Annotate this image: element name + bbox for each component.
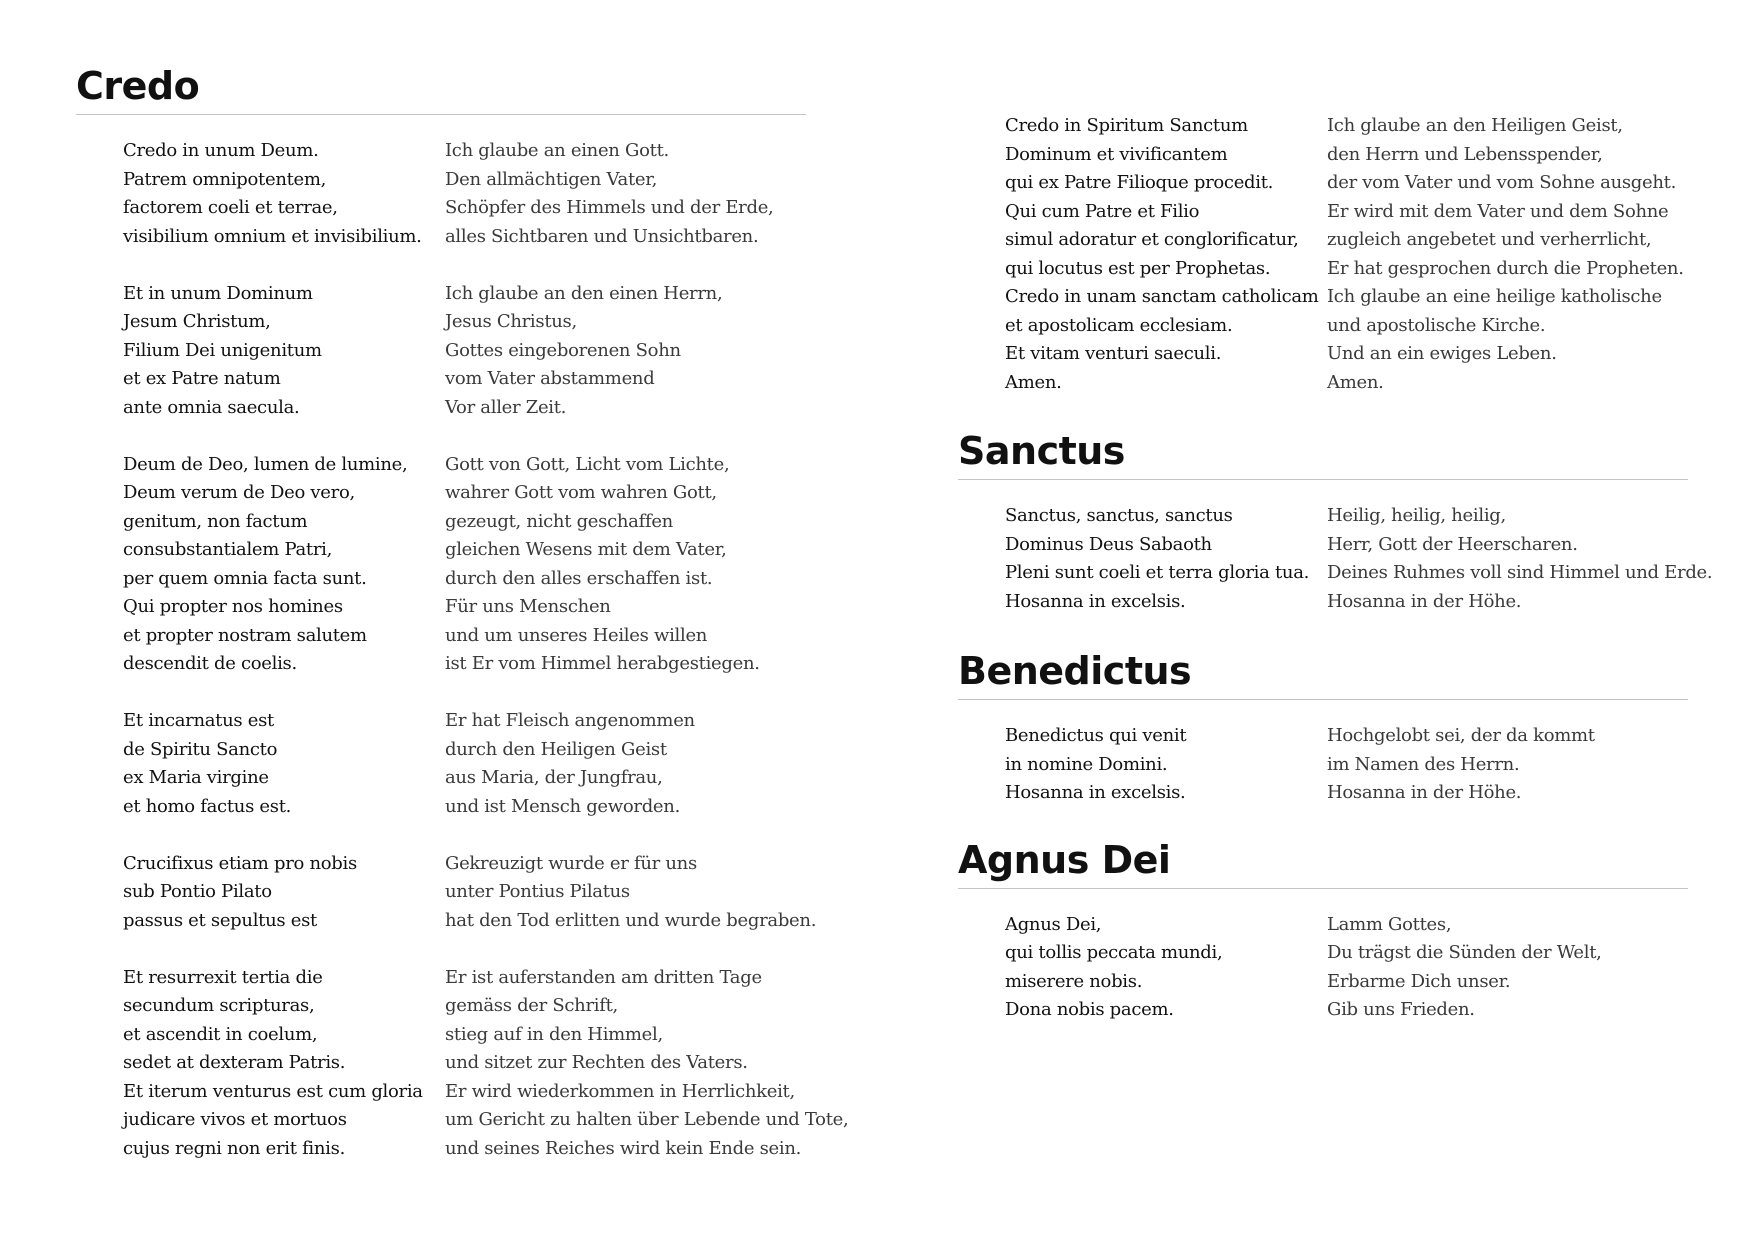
verse-line xyxy=(123,1106,849,1135)
latin-text: Qui cum Patre et Filio xyxy=(1005,200,1200,222)
verse-line xyxy=(123,1135,806,1164)
verse-line xyxy=(1005,226,1710,255)
verse-line xyxy=(1005,169,1710,198)
verse-line xyxy=(123,194,806,223)
section-title-agnus-dei: Agnus Dei xyxy=(958,836,1688,889)
latin-text: Hosanna in excelsis. xyxy=(1005,590,1186,612)
german-translation: Den allmächtigen Vater, xyxy=(445,168,658,190)
german-translation: Jesus Christus, xyxy=(445,311,577,332)
latin-text: Hosanna in excelsis. xyxy=(1005,782,1186,803)
verse-line xyxy=(123,308,806,337)
german-translation: Er wird mit dem Vater und dem Sohne xyxy=(1327,200,1669,222)
verse-line xyxy=(1005,559,1713,588)
german-translation: Gib uns Frieden. xyxy=(1327,999,1475,1020)
section-benedictus xyxy=(958,647,1710,808)
verse-line xyxy=(123,137,806,166)
german-translation: und ist Mensch geworden. xyxy=(445,795,681,817)
latin-text: miserere nobis. xyxy=(1005,970,1143,992)
latin-text: cujus regni non erit finis. xyxy=(123,1137,345,1159)
verse-line xyxy=(123,736,806,765)
verse-line xyxy=(123,878,806,907)
verse-line xyxy=(123,964,806,993)
stanza xyxy=(123,280,806,423)
latin-text: Jesum Christum, xyxy=(123,311,271,332)
german-translation: Ich glaube an den Heiligen Geist, xyxy=(1327,115,1623,136)
verse-line xyxy=(123,992,806,1021)
german-translation: unter Pontius Pilatus xyxy=(445,881,630,902)
german-translation: Und an ein ewiges Leben. xyxy=(1327,343,1557,364)
latin-text: Patrem omnipotentem, xyxy=(123,168,327,190)
stanza xyxy=(1005,502,1713,616)
german-translation: Hosanna in der Höhe. xyxy=(1327,590,1522,612)
latin-text: in nomine Domini. xyxy=(1005,753,1168,775)
german-translation: und seines Reiches wird kein Ende sein. xyxy=(445,1137,802,1159)
verse-line xyxy=(1005,255,1710,284)
latin-text: consubstantialem Patri, xyxy=(123,539,333,560)
stanza xyxy=(1005,911,1710,1025)
german-translation: durch den Heiligen Geist xyxy=(445,738,667,760)
latin-text: Deum verum de Deo vero, xyxy=(123,482,355,503)
latin-text: Et in unum Dominum xyxy=(123,282,313,304)
latin-text: sedet at dexteram Patris. xyxy=(123,1052,346,1073)
verse-line xyxy=(1005,141,1710,170)
stanza xyxy=(123,137,806,251)
latin-text: secundum scripturas, xyxy=(123,995,315,1016)
stanza xyxy=(1005,722,1710,808)
verse-line xyxy=(1005,751,1710,780)
german-translation: Er hat gesprochen durch die Propheten. xyxy=(1327,257,1684,279)
verse-line xyxy=(123,1049,806,1078)
verse-line xyxy=(1005,996,1710,1025)
verse-line xyxy=(1005,312,1710,341)
stanza xyxy=(1005,112,1710,397)
latin-text: simul adoratur et conglorificatur, xyxy=(1005,229,1299,250)
verse-line xyxy=(123,565,806,594)
section-agnus-dei xyxy=(958,836,1710,1025)
german-translation: gezeugt, nicht geschaffen xyxy=(445,510,673,532)
german-translation: Er hat Fleisch angenommen xyxy=(445,710,695,731)
verse-line xyxy=(123,793,806,822)
latin-text: Crucifixus etiam pro nobis xyxy=(123,852,357,874)
verse-line xyxy=(123,850,806,879)
latin-text: de Spiritu Sancto xyxy=(123,738,278,760)
latin-text: sub Pontio Pilato xyxy=(123,881,272,902)
verse-block-sanctus xyxy=(958,502,1713,616)
verse-line xyxy=(1005,112,1710,141)
verse-line xyxy=(1005,968,1710,997)
german-translation: Amen. xyxy=(1327,371,1384,393)
latin-text: qui ex Patre Filioque procedit. xyxy=(1005,172,1274,193)
verse-line xyxy=(1005,283,1710,312)
latin-text: qui locutus est per Prophetas. xyxy=(1005,257,1271,279)
verse-line xyxy=(123,764,806,793)
latin-text: Filium Dei unigenitum xyxy=(123,339,322,361)
stanza xyxy=(123,850,817,936)
verse-line xyxy=(1005,502,1710,531)
german-translation: aus Maria, der Jungfrau, xyxy=(445,767,663,788)
latin-text: Qui propter nos homines xyxy=(123,596,343,617)
german-translation: Für uns Menschen xyxy=(445,596,611,617)
latin-text: Dominum et vivificantem xyxy=(1005,143,1228,165)
verse-line xyxy=(1005,198,1710,227)
verse-line xyxy=(123,337,806,366)
german-translation: Deines Ruhmes voll sind Himmel und Erde. xyxy=(1327,562,1713,583)
section-credo xyxy=(76,62,849,1163)
latin-text: factorem coeli et terrae, xyxy=(123,197,338,218)
german-translation: hat den Tod erlitten und wurde begraben. xyxy=(445,909,817,931)
section-sanctus xyxy=(958,427,1713,616)
stanza xyxy=(123,451,806,679)
german-translation: Schöpfer des Himmels und der Erde, xyxy=(445,197,774,218)
german-translation: Lamm Gottes, xyxy=(1327,913,1452,935)
latin-text: Agnus Dei, xyxy=(1005,913,1102,935)
latin-text: Sanctus, sanctus, sanctus xyxy=(1005,505,1233,526)
german-translation: Ich glaube an den einen Herrn, xyxy=(445,282,723,304)
latin-text: Et resurrexit tertia die xyxy=(123,966,323,988)
verse-line xyxy=(123,536,806,565)
german-translation: Herr, Gott der Heerscharen. xyxy=(1327,533,1578,555)
verse-line xyxy=(1005,722,1710,751)
latin-text: judicare vivos et mortuos xyxy=(123,1109,347,1130)
german-translation: wahrer Gott vom wahren Gott, xyxy=(445,482,717,503)
latin-text: descendit de coelis. xyxy=(123,653,297,674)
latin-text: et ex Patre natum xyxy=(123,368,281,389)
verse-line xyxy=(123,508,806,537)
german-translation: alles Sichtbaren und Unsichtbaren. xyxy=(445,225,759,247)
verse-block-agnus-dei xyxy=(958,911,1710,1025)
left-column xyxy=(76,0,849,1163)
latin-text: Credo in unum Deum. xyxy=(123,140,319,161)
verse-line xyxy=(1005,939,1710,968)
verse-line xyxy=(123,1021,806,1050)
verse-line xyxy=(1005,340,1710,369)
latin-text: Amen. xyxy=(1005,371,1062,393)
section-title-credo: Credo xyxy=(76,62,806,115)
german-translation: stieg auf in den Himmel, xyxy=(445,1023,663,1045)
german-translation: und um unseres Heiles willen xyxy=(445,624,708,646)
german-translation: Hosanna in der Höhe. xyxy=(1327,782,1522,803)
section-title-benedictus: Benedictus xyxy=(958,647,1688,700)
latin-text: passus et sepultus est xyxy=(123,909,317,931)
german-translation: der vom Vater und vom Sohne ausgeht. xyxy=(1327,172,1677,193)
latin-text: et homo factus est. xyxy=(123,795,292,817)
latin-text: Et vitam venturi saeculi. xyxy=(1005,343,1222,364)
latin-text: qui tollis peccata mundi, xyxy=(1005,942,1223,963)
german-translation: Heilig, heilig, heilig, xyxy=(1327,505,1506,526)
german-translation: gemäss der Schrift, xyxy=(445,995,618,1016)
german-translation: zugleich angebetet und verherrlicht, xyxy=(1327,229,1652,250)
german-translation: Du trägst die Sünden der Welt, xyxy=(1327,942,1602,963)
verse-block-benedictus xyxy=(958,722,1710,808)
latin-text: Benedictus qui venit xyxy=(1005,725,1187,746)
verse-line xyxy=(123,622,806,651)
latin-text: et propter nostram salutem xyxy=(123,624,367,646)
stanza xyxy=(123,707,806,821)
latin-text: et apostolicam ecclesiam. xyxy=(1005,314,1233,336)
german-translation: Ich glaube an eine heilige katholische xyxy=(1327,286,1662,307)
verse-line xyxy=(123,365,806,394)
verse-line xyxy=(123,166,806,195)
section-title-sanctus: Sanctus xyxy=(958,427,1688,480)
verse-line xyxy=(123,707,806,736)
latin-text: visibilium omnium et invisibilium. xyxy=(123,225,422,247)
german-translation: und sitzet zur Rechten des Vaters. xyxy=(445,1052,748,1073)
latin-text: Dominus Deus Sabaoth xyxy=(1005,533,1212,555)
german-translation: Erbarme Dich unser. xyxy=(1327,970,1511,992)
german-translation: den Herrn und Lebensspender, xyxy=(1327,143,1603,165)
verse-line xyxy=(123,451,806,480)
verse-line xyxy=(123,394,806,423)
german-translation: Gott von Gott, Licht vom Lichte, xyxy=(445,453,730,475)
latin-text: ex Maria virgine xyxy=(123,767,269,788)
german-translation: und apostolische Kirche. xyxy=(1327,314,1546,336)
verse-line xyxy=(1005,531,1710,560)
right-column xyxy=(958,0,1713,1025)
verse-line xyxy=(1005,779,1710,808)
stanza xyxy=(123,964,849,1164)
latin-text: et ascendit in coelum, xyxy=(123,1023,318,1045)
latin-text: Et incarnatus est xyxy=(123,710,274,731)
latin-text: Credo in unam sanctam catholicam xyxy=(1005,286,1319,307)
verse-line xyxy=(123,479,806,508)
verse-line xyxy=(123,223,806,252)
verse-line xyxy=(1005,588,1710,617)
german-translation: um Gericht zu halten über Lebende und Tote, xyxy=(445,1109,849,1130)
verse-block-credo-continued xyxy=(958,112,1710,397)
german-translation: Gottes eingeborenen Sohn xyxy=(445,339,681,361)
verse-line xyxy=(123,1078,806,1107)
german-translation: durch den alles erschaffen ist. xyxy=(445,567,713,589)
latin-text: Credo in Spiritum Sanctum xyxy=(1005,115,1248,136)
verse-line xyxy=(123,907,817,936)
verse-line xyxy=(1005,369,1710,398)
german-translation: Gekreuzigt wurde er für uns xyxy=(445,852,697,874)
verse-line xyxy=(123,650,806,679)
german-translation: im Namen des Herrn. xyxy=(1327,753,1520,775)
latin-text: Pleni sunt coeli et terra gloria tua. xyxy=(1005,562,1310,583)
latin-text: ante omnia saecula. xyxy=(123,396,300,418)
latin-text: genitum, non factum xyxy=(123,510,308,532)
section-credo-continued xyxy=(958,112,1710,397)
verse-line xyxy=(1005,911,1710,940)
german-translation: Er wird wiederkommen in Herrlichkeit, xyxy=(445,1080,795,1102)
latin-text: per quem omnia facta sunt. xyxy=(123,567,367,589)
german-translation: Er ist auferstanden am dritten Tage xyxy=(445,966,762,988)
german-translation: gleichen Wesens mit dem Vater, xyxy=(445,539,727,560)
verse-block-credo xyxy=(76,137,849,1163)
german-translation: vom Vater abstammend xyxy=(445,368,655,389)
german-translation: Hochgelobt sei, der da kommt xyxy=(1327,725,1595,746)
german-translation: Ich glaube an einen Gott. xyxy=(445,140,669,161)
german-translation: ist Er vom Himmel herabgestiegen. xyxy=(445,653,760,674)
latin-text: Et iterum venturus est cum gloria xyxy=(123,1080,423,1102)
verse-line xyxy=(123,593,806,622)
latin-text: Dona nobis pacem. xyxy=(1005,999,1174,1020)
german-translation: Vor aller Zeit. xyxy=(445,396,567,418)
latin-text: Deum de Deo, lumen de lumine, xyxy=(123,453,408,475)
verse-line xyxy=(123,280,806,309)
